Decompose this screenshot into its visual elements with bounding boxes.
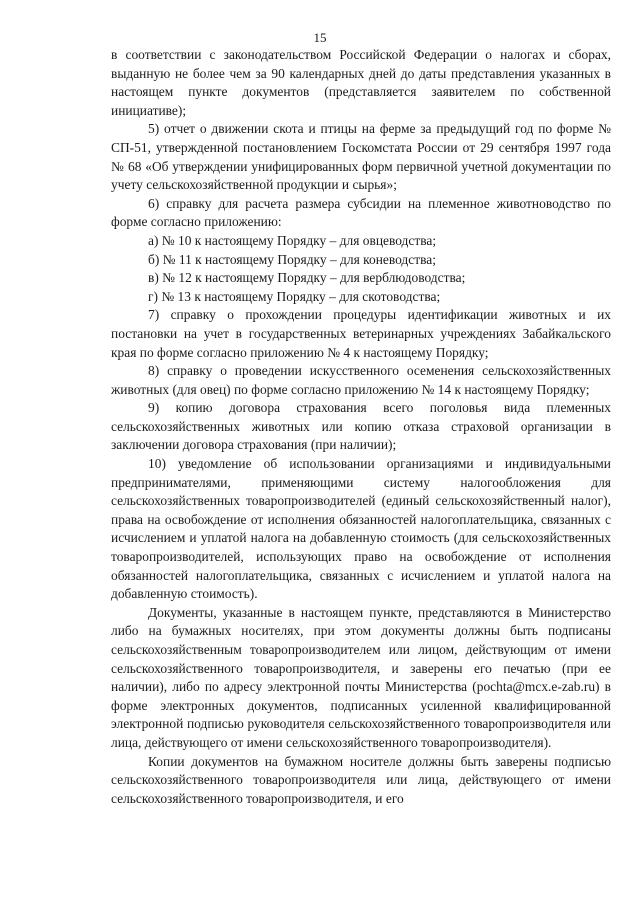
paragraph-copies: Копии документов на бумажном носителе должны быть заверены подписью сельскохозяйственного товаропроизводителя или лица, действующего от имени сельскохозяйственного товаропроизводителя, и его	[111, 753, 611, 806]
paragraph-item-10: 10) уведомление об использовании организациями и индивидуальными предпринимателями, применяющими систему налогообложения для сельскохозяйственных товаропроизводителей (единый сельскохозяйственный налог), права на освобождение от исполнения обязанностей налогоплательщика, связанных с исчислением и уплатой налога на добавленную стоимость (для сельскохозяйственных товаропроизводителей, использующих право на освобождение от исполнения обязанностей налогоплательщика, связанных с исчислением и уплатой налога на добавленную стоимость).	[111, 456, 611, 602]
paragraph-submission: Документы, указанные в настоящем пункте, представляются в Министерство либо на бумажных носителях, при этом документы должны быть подписаны сельскохозяйственным товаропроизводителем или лицом, действующим от имени сельскохозяйственного товаропроизводителя, и заверены его печатью (при ее наличии), либо по адресу электронной почты Министерства (pochta@mcx.e-zab.ru) в форме электронных документов, подписанных усиленной квалифицированной электронной подписью руководителя сельскохозяйственного товаропроизводителя или лица, действующего от имени сельскохозяйственного товаропроизводителя).	[111, 604, 611, 750]
paragraph-item-6b: б) № 11 к настоящему Порядку – для коневодства;	[148, 251, 436, 267]
paragraph-item-6v: в) № 12 к настоящему Порядку – для верблюдоводства;	[148, 270, 466, 286]
paragraph-item-5: 5) отчет о движении скота и птицы на ферме за предыдущий год по форме № СП-51, утвержденной постановлением Госкомстата России от 29 сентября 1997 года № 68 «Об утверждении унифицированных форм первичной учетной документации по учету сельскохозяйственной продукции и сырья»;	[111, 121, 611, 193]
paragraph-item-9: 9) копию договора страхования всего поголовья вида племенных сельскохозяйственных животных или копию отказа страховой организации в заключении договора страхования (при наличии);	[111, 400, 611, 453]
paragraph-item-7: 7) справку о прохождении процедуры идентификации животных и их постановки на учет в государственных ветеринарных учреждениях Забайкальского края по форме согласно приложению № 4 к настоящему Порядку;	[111, 307, 611, 360]
paragraph-item-6g: г) № 13 к настоящему Порядку – для скотоводства;	[148, 288, 441, 304]
paragraph-item-6a: а) № 10 к настоящему Порядку – для овцеводства;	[148, 232, 437, 248]
paragraph-item-8: 8) справку о проведении искусственного осеменения сельскохозяйственных животных (для овец) по форме согласно приложению № 14 к настоящему Порядку;	[111, 363, 611, 397]
paragraph-continuation: в соответствии с законодательством Российской Федерации о налогах и сборах, выданную не более чем за 90 календарных дней до даты представления указанных в настоящем пункте документов (представляется заявителем по собственной инициативе);	[111, 47, 611, 118]
page-number: 15	[313, 30, 327, 45]
document-body	[111, 46, 611, 808]
paragraph-item-6: 6) справку для расчета размера субсидии на племенное животноводство по форме согласно приложению:	[111, 195, 611, 230]
